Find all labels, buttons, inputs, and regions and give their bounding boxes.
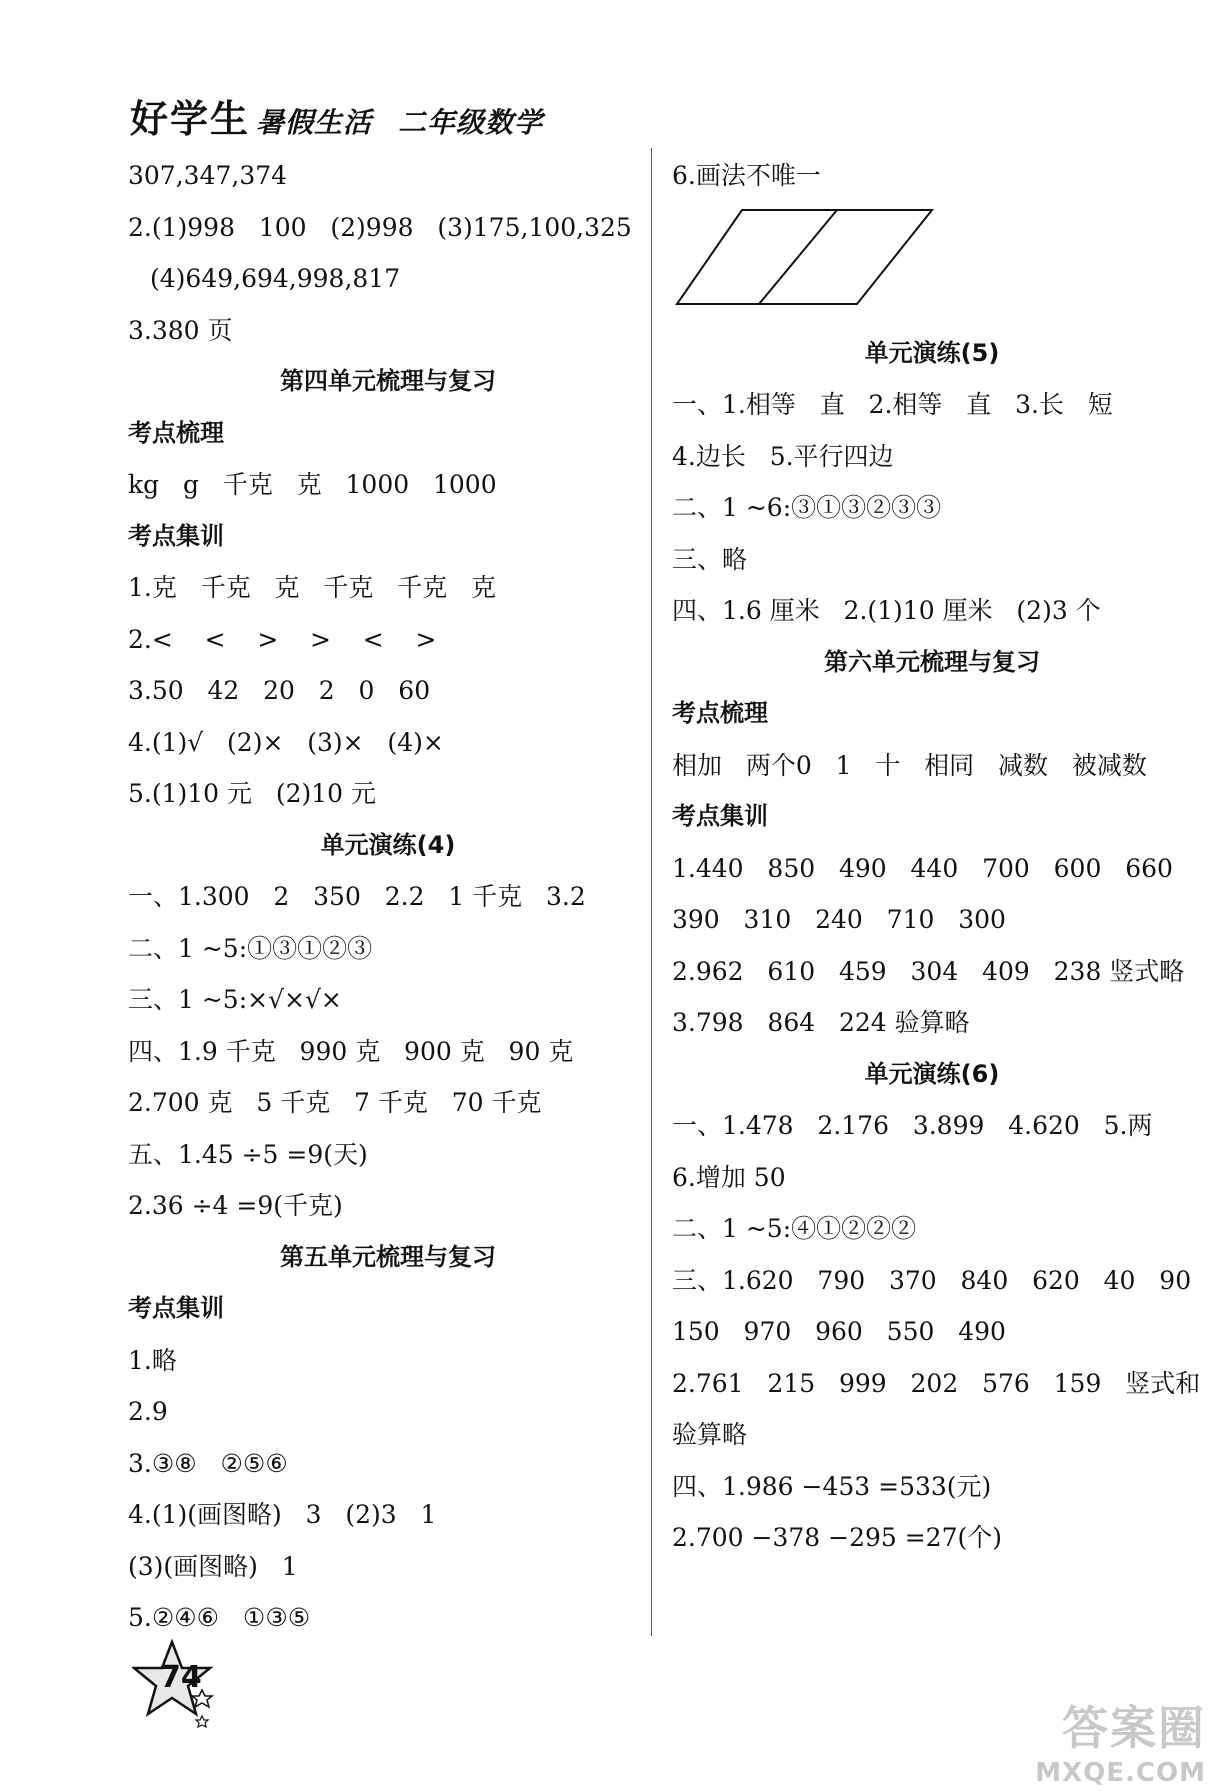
answer-line: 二、1 ~5:④①②②② [672, 1214, 917, 1243]
answer-line: 二、1 ~5:①③①②③ [128, 933, 373, 963]
answer-line: 3.③⑧ ②⑤⑥ [128, 1448, 288, 1478]
section-heading: 单元演练(4) [320, 830, 456, 859]
answer-line: 一、1.相等 直 2.相等 直 3.长 短 [672, 390, 1113, 419]
left-column [128, 150, 648, 1644]
brand-title: 好学生 [130, 97, 251, 141]
page-header [130, 88, 543, 143]
watermark-logo-text: 答案圈 [1062, 1701, 1206, 1755]
section-heading: 单元演练(6) [864, 1059, 1000, 1088]
subsection-heading: 考点梳理 [672, 699, 768, 727]
answer-line: 三、略 [672, 544, 748, 574]
answer-line: 1.克 千克 克 千克 千克 克 [128, 573, 497, 602]
answer-line: 2.< < > > < > [128, 624, 437, 654]
answer-line: 4.(1)(画图略) 3 (2)3 1 [128, 1500, 437, 1529]
answer-line: 3.50 42 20 2 0 60 [128, 676, 431, 705]
answer-line: 1.440 850 490 440 700 600 660 [672, 853, 1173, 883]
right-lines [672, 328, 1201, 1564]
answer-line: 4.边长 5.平行四边 [672, 441, 894, 471]
answer-line: 2.9 [128, 1397, 168, 1426]
answer-line: 150 970 960 550 490 [672, 1317, 1006, 1346]
answer-line: 一、1.478 2.176 3.899 4.620 5.两 [672, 1111, 1153, 1140]
answer-line: 三、1 ~5:×√×√× [128, 985, 342, 1014]
answer-line: 2.36 ÷4 =9(千克) [128, 1191, 343, 1220]
section-heading: 单元演练(5) [864, 338, 1000, 367]
answer-line: 5.②④⑥ ①③⑤ [128, 1603, 311, 1632]
answer-line: 三、1.620 790 370 840 620 40 90 [672, 1265, 1192, 1295]
subsection-heading: 考点集训 [128, 1294, 224, 1322]
page-number: 74 [160, 1660, 202, 1695]
watermark-url: MXQE.COM [1035, 1758, 1206, 1788]
answer-line: 四、1.6 厘米 2.(1)10 厘米 (2)3 个 [672, 596, 1101, 625]
column-divider [651, 148, 652, 1636]
answer-line: 验算略 [672, 1420, 748, 1449]
grade-subject: 二年级数学 [398, 106, 544, 139]
answer-line: kg g 千克 克 1000 1000 [128, 470, 497, 499]
parallelogram-figure [672, 202, 1192, 328]
subsection-heading: 考点集训 [128, 521, 224, 550]
parallelogram-outline [677, 210, 932, 304]
section-heading: 第四单元梳理与复习 [280, 367, 496, 395]
answer-line: 四、1.986 −453 =533(元) [672, 1471, 992, 1501]
right-column [672, 150, 1201, 1564]
answer-line: 2.761 215 999 202 576 159 竖式和 [672, 1368, 1201, 1398]
answer-line: (4)649,694,998,817 [150, 264, 401, 293]
answer-line: 1.略 [128, 1345, 177, 1375]
answer-line: 390 310 240 710 300 [672, 905, 1006, 934]
section-heading: 第六单元梳理与复习 [824, 647, 1040, 676]
book-subtitle: 暑假生活 [256, 106, 373, 139]
answer-line: 2.(1)998 100 (2)998 (3)175,100,325 [128, 212, 632, 242]
answer-line: 二、1 ~6:③①③②③③ [672, 493, 942, 522]
answer-line: 五、1.45 ÷5 =9(天) [128, 1139, 368, 1169]
answer-line: 相加 两个0 1 十 相同 减数 被减数 [672, 750, 1147, 780]
answer-line: 3.380 页 [128, 315, 233, 345]
answer-line: 2.962 610 459 304 409 238 竖式略 [672, 956, 1185, 986]
subsection-heading: 考点梳理 [128, 418, 224, 447]
answer-line: 307,347,374 [128, 161, 288, 190]
watermark [1035, 1692, 1206, 1788]
answer-line: 四、1.9 千克 990 克 900 克 90 克 [128, 1036, 574, 1066]
answer-line: (3)(画图略) 1 [128, 1551, 298, 1581]
answer-line: 2.700 克 5 千克 7 千克 70 千克 [128, 1088, 542, 1117]
answer-line: 6.增加 50 [672, 1162, 786, 1192]
subsection-heading: 考点集训 [672, 802, 768, 830]
parallelogram-drawing [672, 208, 942, 326]
section-heading: 第五单元梳理与复习 [280, 1242, 496, 1271]
answer-line: 一、1.300 2 350 2.2 1 千克 3.2 [128, 882, 586, 911]
answer-line: 5.(1)10 元 (2)10 元 [128, 779, 377, 808]
answer-line: 6.画法不唯一 [672, 161, 821, 190]
answer-line: 2.700 −378 −295 =27(个) [672, 1523, 1003, 1552]
answer-line: 3.798 864 224 验算略 [672, 1008, 970, 1037]
parallelogram-divider-line [759, 210, 837, 304]
answer-line: 4.(1)√ (2)× (3)× (4)× [128, 727, 444, 757]
